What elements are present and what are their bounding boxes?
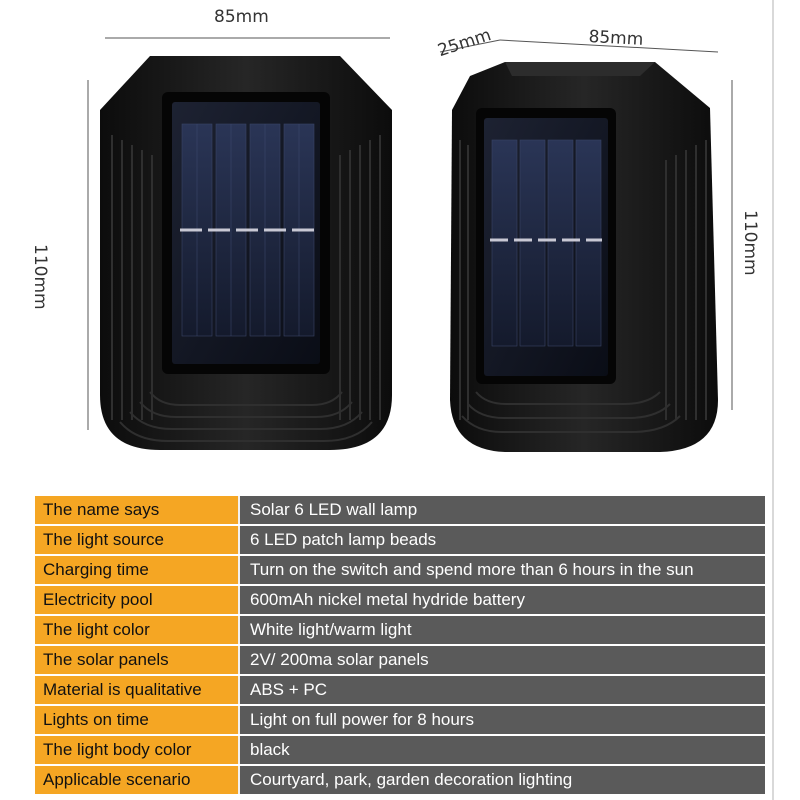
spec-label: Electricity pool [35, 586, 240, 614]
lamp-angled-view [450, 62, 718, 452]
right-width-label: 85mm [588, 27, 644, 50]
table-row [35, 646, 765, 674]
spec-label: The light color [35, 616, 240, 644]
spec-label: Material is qualitative [35, 676, 240, 704]
spec-value: 2V/ 200ma solar panels [240, 646, 765, 674]
spec-value: Light on full power for 8 hours [240, 706, 765, 734]
spec-table [35, 496, 765, 800]
table-row [35, 616, 765, 644]
spec-value: ABS + PC [240, 676, 765, 704]
table-row [35, 766, 765, 794]
table-row [35, 706, 765, 734]
spec-label: The light source [35, 526, 240, 554]
spec-value: black [240, 736, 765, 764]
spec-value: Courtyard, park, garden decoration lighting [240, 766, 765, 794]
right-depth-label: 25mm [435, 25, 494, 62]
table-row [35, 496, 765, 524]
spec-value: Solar 6 LED wall lamp [240, 496, 765, 524]
table-row [35, 736, 765, 764]
spec-value: 6 LED patch lamp beads [240, 526, 765, 554]
spec-label: The light body color [35, 736, 240, 764]
lamp-front-view [100, 56, 392, 450]
spec-value: Turn on the switch and spend more than 6 hours in the sun [240, 556, 765, 584]
spec-label: The name says [35, 496, 240, 524]
left-height-label: 110mm [30, 244, 50, 310]
spec-label: Lights on time [35, 706, 240, 734]
spec-value: White light/warm light [240, 616, 765, 644]
table-row [35, 676, 765, 704]
spec-label: Charging time [35, 556, 240, 584]
spec-value: 600mAh nickel metal hydride battery [240, 586, 765, 614]
table-row [35, 526, 765, 554]
table-row [35, 586, 765, 614]
spec-label: The solar panels [35, 646, 240, 674]
left-width-label: 85mm [214, 7, 269, 27]
table-row [35, 556, 765, 584]
spec-label: Applicable scenario [35, 766, 240, 794]
right-height-label: 110mm [740, 210, 760, 276]
